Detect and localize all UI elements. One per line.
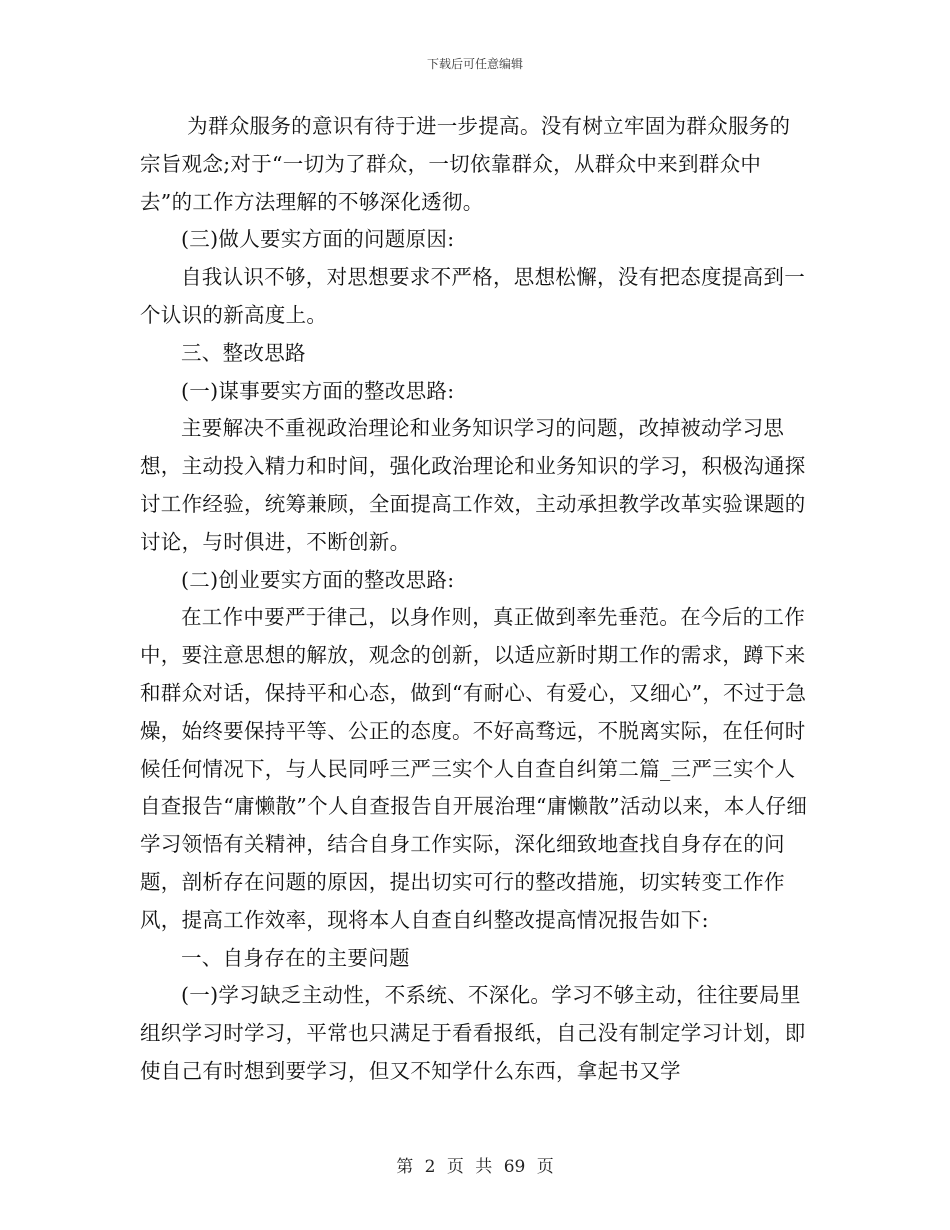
paragraph: (一)学习缺乏主动性，不系统、不深化。学习不够主动，往往要局里组织学习时学习，平常也只满足于看看报纸，自己没有制定学习计划，即使自己有时想到要学习，但又不知学什么东西，拿起书又学 [140, 983, 806, 1083]
section-heading: 三、整改思路 [181, 340, 306, 365]
subsection-heading: (一)谋事要实方面的整改思路: [181, 378, 455, 403]
page-number-footer: 第 2 页 共 69 页 [396, 1157, 554, 1177]
paragraph: 自我认识不够，对思想要求不严格，思想松懈，没有把态度提高到一个认识的新高度上。 [140, 265, 805, 327]
subsection-heading: (二)创业要实方面的整改思路: [181, 567, 455, 592]
paragraph: 为群众服务的意识有待于进一步提高。没有树立牢固为群众服务的宗旨观念;对于“一切为了群众，一切依靠群众，从群众中来到群众中去”的工作方法理解的不够深化透彻。 [140, 114, 791, 214]
document-body [140, 108, 810, 1091]
paragraph: (三)做人要实方面的问题原因: [181, 227, 455, 252]
page-header-note: 下载后可任意编辑 [426, 57, 523, 71]
paragraph: 主要解决不重视政治理论和业务知识学习的问题，改掉被动学习思想，主动投入精力和时间，强化政治理论和业务知识的学习，积极沟通探讨工作经验，统筹兼顾，全面提高工作效，主动承担教学改革实验课题的讨论，与时俱进，不断创新。 [140, 416, 806, 554]
paragraph: 在工作中要严于律己，以身作则，真正做到率先垂范。在今后的工作中，要注意思想的解放，观念的创新，以适应新时期工作的需求，蹲下来和群众对话，保持平和心态，做到“有耐心、有爱心，又细心”，不过于急燥，始终要保持平等、公正的态度。不好高骛远，不脱离实际，在任何时候任何情况下，与人民同呼三严三实个人自查自纠第二篇_三严三实个人自查报告“庸懒散”个人自查报告自开展治理“庸懒散”活动以来，本人仔细学习领悟有关精神，结合自身工作实际，深化细致地查找自身存在的问题，剖析存在问题的原因，提出切实可行的整改措施，切实转变工作作风，提高工作效率，现将本人自查自纠整改提高情况报告如下: [140, 605, 808, 932]
section-heading: 一、自身存在的主要问题 [181, 945, 410, 970]
